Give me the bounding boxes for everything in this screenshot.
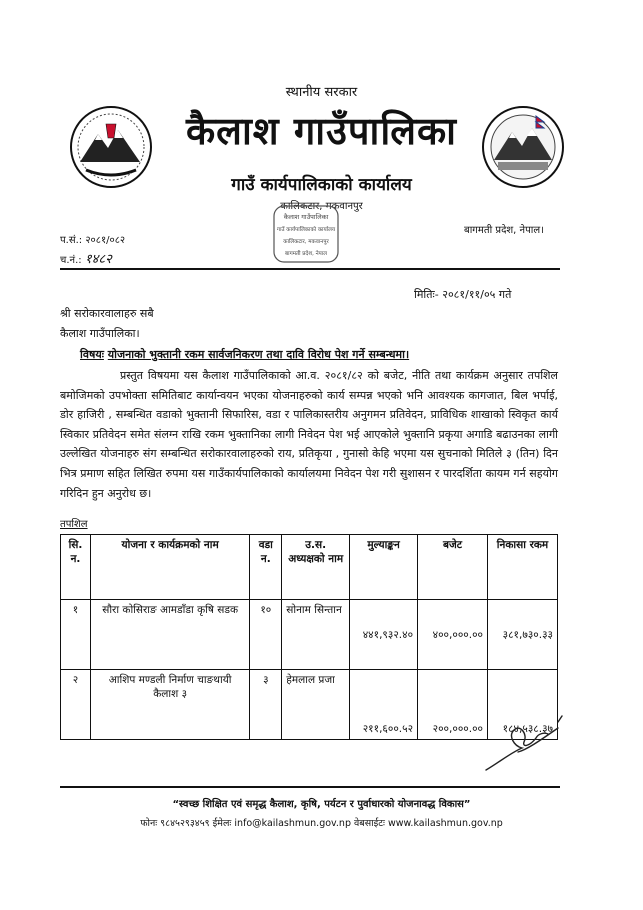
cell-chair: सोनाम सिन्तान: [282, 600, 350, 670]
footer-divider: [60, 786, 560, 788]
table-row: [61, 600, 558, 670]
col-header: सि. न.: [61, 535, 91, 600]
stamp-line: कालिकटार, मकवानपुर: [283, 239, 329, 245]
letter-date: मितिः- २०८१/११/०५ गते: [414, 288, 512, 301]
ref-label: प.सं.:: [60, 235, 83, 246]
col-header: मुल्याङ्कन: [350, 535, 418, 600]
office-name: गाउँ कार्यपालिकाको कार्यालय: [231, 175, 412, 195]
footer-contact: फोनः ९८४५२९३४५९ ईमेलः info@kailashmun.gov.np वेबसाईटः www.kailashmun.gov.np: [140, 818, 503, 829]
gov-level-heading: स्थानीय सरकार: [285, 85, 358, 100]
recipient-line-2: कैलाश गाउँपालिका।: [60, 327, 140, 340]
dispatch-number: [60, 249, 112, 267]
ref-value: २०८१/०८२: [85, 235, 126, 246]
signature: [478, 708, 568, 778]
cell-budget: ४००,०००.००: [418, 600, 488, 670]
subject-line: [80, 347, 409, 362]
subject-label: विषयः: [80, 348, 104, 361]
stamp-line: कैलाश गाउँपालिका: [283, 213, 329, 221]
municipality-name: कैलाश गाउँपालिका: [186, 109, 457, 153]
office-stamp: [270, 203, 342, 265]
table-header-row: [61, 535, 558, 600]
letter-body-text: प्रस्तुत विषयमा यस कैलाश गाउँपालिकाको आ.व. २०८१/८२ को बजेट, नीति तथा कार्यक्रम अनुसार तपशिल बमोजिमको उपभोक्ता समितिबाट कार्यान्वयन भएका योजनाहरुको कार्य सम्पन्न भएको भनि आवश्यक कागजात, बिल भर्पाई, डोर हाजिरी , सम्बन्धित वडाको भुक्तानी सिफारिस, वडा र पालिकास्तरीय अनुगमन प्रतिवेदन, प्राविधिक शाखाको स्विकृत कार्य स्विकार प्रतिवेदन समेत संलग्न राखि रकम भुक्तानिका लागी निवेदन पेश भई आएकोले भुक्तानि प्रकृया अगाडि बढाउनका लागी उल्लेखित योजनाहरु संग सम्बन्धित सरोकारवालाहरुको राय, प्रतिकृया , गुनासो केहि भएमा यस सुचनाको मितिले ३ (तिन) दिन भित्र प्रमाण सहित लिखित रुपमा यस गाउँकार्यपालिकाको कार्यालयमा निवेदन पेश गरी सुशासन र पारदर्शिता कायम गर्न सहयोग गरिदिन हुन अनुरोध छ।: [60, 369, 558, 500]
cell-released: १८४,५३८.३७: [488, 670, 558, 740]
col-header: योजना र कार्यक्रमको नाम: [90, 535, 249, 600]
header-divider: [60, 268, 560, 270]
cell-project-name: आशिप मण्डली निर्माण चाङथायी कैलाश ३: [90, 670, 249, 740]
stamp-line: बागमती प्रदेश, नेपाल: [285, 251, 327, 257]
cell-sn: १: [61, 600, 91, 670]
cell-sn: २: [61, 670, 91, 740]
stamp-line: गाउँ कार्यपालिकाको कार्यालय: [276, 227, 336, 233]
dispatch-label: च.नं.:: [60, 255, 82, 266]
cell-valuation: २११,६००.५२: [350, 670, 418, 740]
col-header: वडा न.: [250, 535, 282, 600]
cell-budget: २००,०००.००: [418, 670, 488, 740]
cell-chair: हेमलाल प्रजा: [282, 670, 350, 740]
footer-slogan: “स्वच्छ शिक्षित एवं समृद्ध कैलाश, कृषि, पर्यटन र पुर्वाधारको योजनावद्ध विकास”: [172, 799, 471, 810]
schedule-caption: तपशिल: [60, 519, 88, 530]
col-header: बजेट: [418, 535, 488, 600]
cell-ward: ३: [250, 670, 282, 740]
subject-text: योजनाको भुक्तानी रकम सार्वजनिकरण तथा दावि विरोध पेश गर्ने सम्बन्धमा।: [107, 348, 410, 361]
cell-project-name: सौरा कोसिराङ आमडाँडा कृषि सडक: [90, 600, 249, 670]
reference-number: [60, 232, 125, 246]
col-header: निकासा रकम: [488, 535, 558, 600]
cell-valuation: ४४१,९३२.४०: [350, 600, 418, 670]
cell-ward: १०: [250, 600, 282, 670]
recipient-line-1: श्री सरोकारवालाहरु सबै: [60, 307, 154, 320]
dispatch-value: १४८२: [84, 252, 112, 267]
province-line: बागमती प्रदेश, नेपाल।: [464, 225, 544, 236]
cell-released: ३८१,७३०.३३: [488, 600, 558, 670]
col-header: उ.स. अध्यक्षको नाम: [282, 535, 350, 600]
letter-body: [60, 366, 558, 503]
office-address: कालिकटार, मकवानपुर: [280, 201, 363, 212]
